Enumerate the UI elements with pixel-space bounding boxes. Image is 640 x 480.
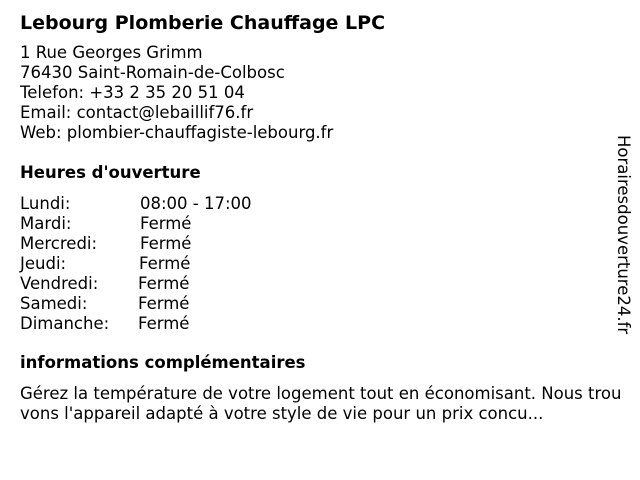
phone: Telefon: +33 2 35 20 51 04: [20, 83, 245, 102]
day-hours: Fermé: [138, 314, 190, 333]
day-hours: Fermé: [140, 214, 192, 233]
day-hours: 08:00 - 17:00: [140, 194, 252, 213]
day-label: Dimanche:: [20, 314, 110, 333]
info-description: Gérez la température de votre logement tout en économisant. Nous trouvons l'appareil adapté à votre style de vie pour un prix concu...: [20, 384, 622, 423]
day-label: Samedi:: [20, 294, 88, 313]
address-line-1: 1 Rue Georges Grimm: [20, 43, 203, 62]
contact-block: [20, 43, 333, 143]
email: Email: contact@lebaillif76.fr: [20, 103, 254, 122]
day-hours: Fermé: [139, 254, 191, 273]
day-label: Mercredi:: [20, 234, 98, 253]
website: Web: plombier-chauffagiste-lebourg.fr: [20, 123, 334, 142]
side-brand-text: Horairesdouverture24.fr: [614, 135, 633, 335]
day-label: Mardi:: [20, 214, 72, 233]
info-heading: informations complémentaires: [20, 353, 306, 372]
day-hours: Fermé: [138, 294, 190, 313]
business-name: Lebourg Plomberie Chauffage LPC: [20, 12, 386, 34]
day-label: Vendredi:: [20, 274, 99, 293]
hours-heading: Heures d'ouverture: [20, 163, 201, 182]
day-label: Jeudi:: [20, 254, 67, 273]
address-line-2: 76430 Saint-Romain-de-Colbosc: [20, 63, 285, 82]
day-label: Lundi:: [20, 194, 71, 213]
day-hours: Fermé: [140, 234, 192, 253]
day-hours: Fermé: [138, 274, 190, 293]
